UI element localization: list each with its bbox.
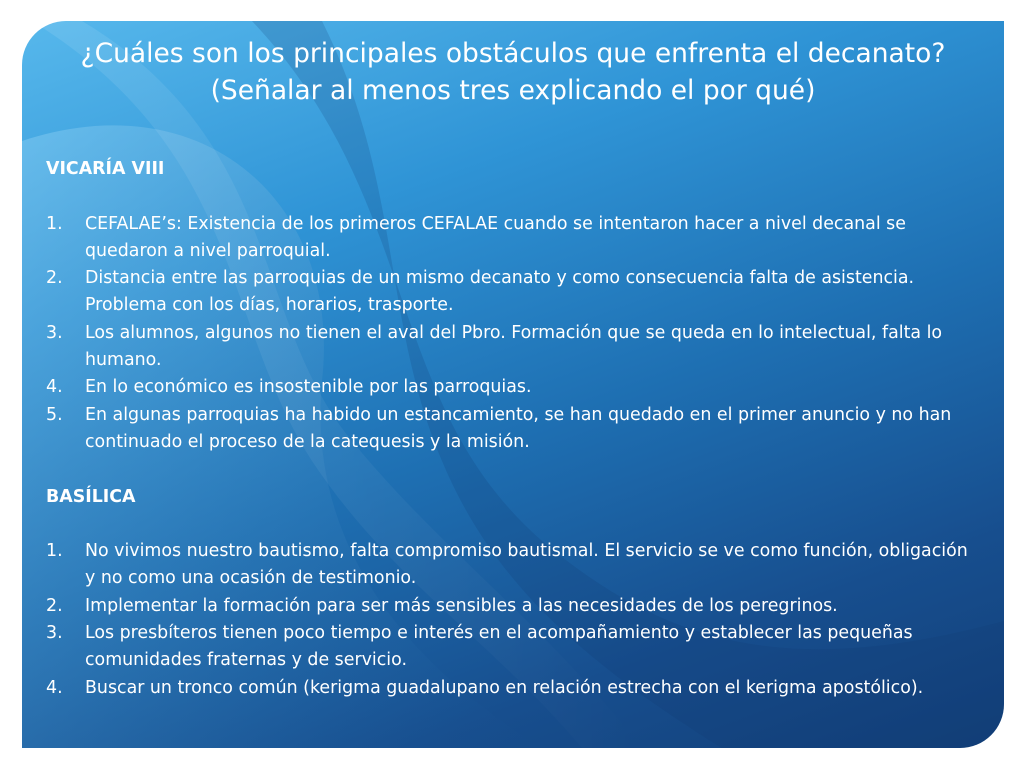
list-item-text: CEFALAE’s: Existencia de los primeros CEFALAE cuando se intentaron hacer a nivel decanal se quedaron a nivel parroquial. bbox=[85, 213, 906, 261]
list-item-number: 2. bbox=[46, 268, 63, 289]
list-item-text: En lo económico es insostenible por las parroquias. bbox=[85, 377, 532, 398]
slide-title: ¿Cuáles son los principales obstáculos que enfrenta el decanato? (Señalar al menos tres explicando el por qué) bbox=[80, 38, 946, 106]
list-item bbox=[46, 675, 976, 702]
list-item-text: Distancia entre las parroquias de un mismo decanato y como consecuencia falta de asistencia. Problema con los días, horarios, trasporte. bbox=[85, 268, 915, 316]
section-heading-vicaria: VICARÍA VIII bbox=[46, 159, 165, 179]
list-item-number: 4. bbox=[46, 677, 63, 698]
list-item bbox=[46, 538, 976, 593]
list-item bbox=[46, 374, 976, 401]
list-item-number: 1. bbox=[46, 213, 63, 234]
list-item bbox=[46, 620, 976, 675]
list-item bbox=[46, 320, 976, 375]
list-item-number: 3. bbox=[46, 623, 63, 644]
list-item-number: 4. bbox=[46, 377, 63, 398]
list-item-text: Implementar la formación para ser más sensibles a las necesidades de los peregrinos. bbox=[85, 595, 838, 616]
list-item-text: Los presbíteros tienen poco tiempo e interés en el acompañamiento y establecer las pequeñas comunidades fraternas y de servicio. bbox=[85, 623, 913, 671]
section-heading-basilica: BASÍLICA bbox=[46, 486, 136, 507]
list-item bbox=[46, 211, 976, 266]
list-item-number: 2. bbox=[46, 595, 63, 616]
list-item bbox=[46, 265, 976, 320]
list-item-number: 3. bbox=[46, 322, 63, 343]
list-item bbox=[46, 402, 976, 457]
list-item-text: Los alumnos, algunos no tienen el aval del Pbro. Formación que se queda en lo intelectual, falta lo humano. bbox=[85, 322, 943, 371]
slide bbox=[22, 21, 1004, 748]
list-basilica bbox=[46, 538, 976, 702]
list-vicaria bbox=[46, 211, 976, 457]
list-item-text: Buscar un tronco común (kerigma guadalupano en relación estrecha con el kerigma apostólico). bbox=[85, 677, 924, 698]
list-item-number: 5. bbox=[46, 404, 63, 425]
list-item-text: No vivimos nuestro bautismo, falta compromiso bautismal. El servicio se ve como función, obligación y no como una ocasión de testimonio. bbox=[85, 541, 968, 589]
list-item-number: 1. bbox=[46, 541, 63, 562]
list-item bbox=[46, 593, 976, 620]
slide-body bbox=[46, 156, 976, 702]
list-item-text: En algunas parroquias ha habido un estancamiento, se han quedado en el primer anuncio y no han continuado el proceso de la catequesis y la misión. bbox=[85, 404, 952, 452]
